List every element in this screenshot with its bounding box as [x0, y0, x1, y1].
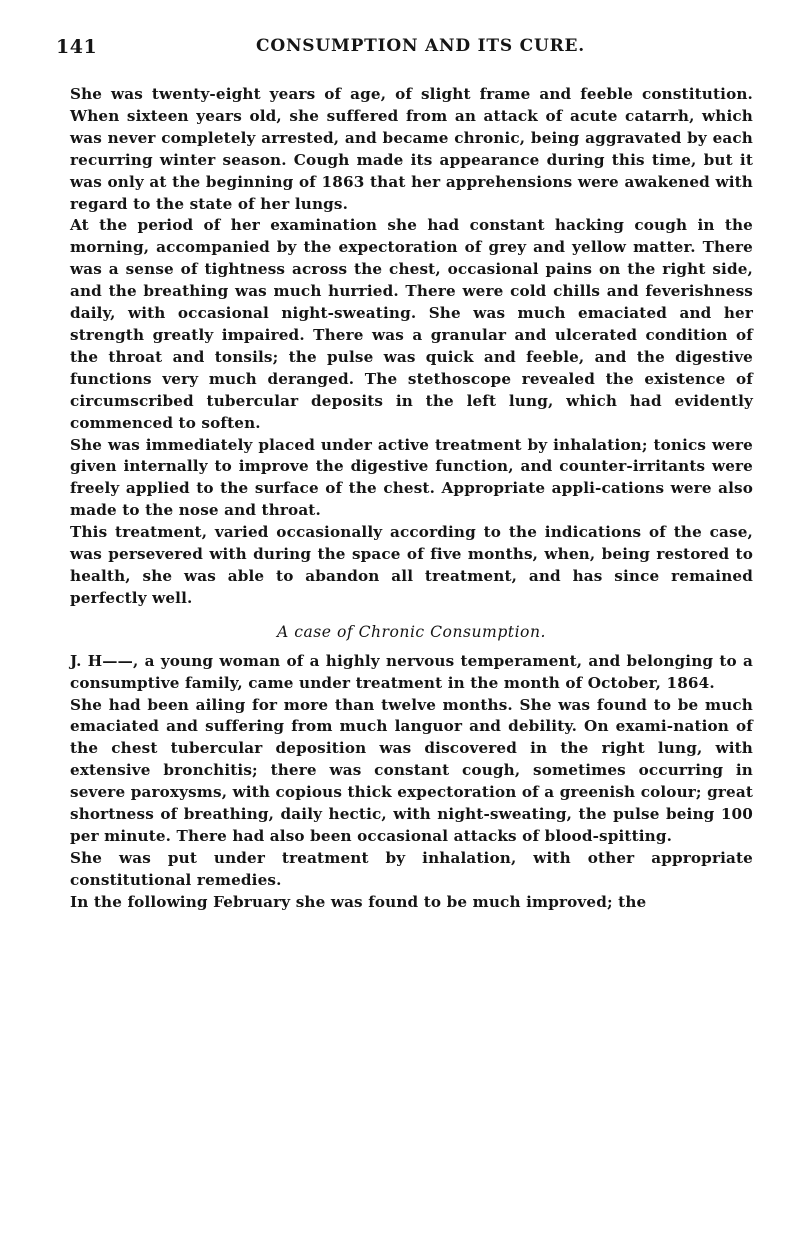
running-title: CONSUMPTION AND ITS CURE.	[256, 36, 585, 56]
running-head	[56, 36, 744, 66]
paragraph: She was immediately placed under active treatment by inhalation; tonics were given internally to improve the digestive function, and counter-irritants were freely applied to the surface of the chest. Appropriate appli-cations were also made to the nose and throat.	[70, 435, 753, 520]
page-number: 141	[56, 36, 98, 58]
paragraph: J. H——, a young woman of a highly nervous temperament, and belonging to a consumptive family, came under treatment in the month of October, 1864.	[70, 651, 753, 692]
paragraph: This treatment, varied occasionally according to the indications of the case, was persevered with during the space of five months, when, being restored to health, she was able to abandon all treatment, and has since remained perfectly well.	[70, 523, 753, 607]
text-body	[70, 84, 753, 914]
paragraph: In the following February she was found to be much improved; the	[70, 892, 647, 911]
paragraph: At the period of her examination she had constant hacking cough in the morning, accompanied by the expectoration of grey and yellow matter. There was a sense of tightness across the chest, occasional pains on the right side, and the breathing was much hurried. There were cold chills and feverishness daily, with occasional night-sweating. She was much emaciated and her strength greatly impaired. There was a granular and ulcerated condition of the throat and tonsils; the pulse was quick and feeble, and the digestive functions very much deranged. The stethoscope revealed the existence of circumscribed tubercular deposits in the left lung, which had evidently commenced to soften.	[70, 216, 753, 432]
paragraph: She was twenty-eight years of age, of slight frame and feeble constitution. When sixteen years old, she suffered from an attack of acute catarrh, which was never completely arrested, and became chronic, being aggravated by each recurring winter season. Cough made its appearance during this time, but it was only at the beginning of 1863 that her apprehensions were awakened with regard to the state of her lungs.	[70, 85, 753, 213]
section-heading: A case of Chronic Consumption.	[277, 622, 546, 641]
paragraph: She had been ailing for more than twelve months. She was found to be much emaciated and suffering from much languor and debility. On exami-nation of the chest tubercular deposition was discovered in the right lung, with extensive bronchitis; there was constant cough, sometimes occurring in severe paroxysms, with copious thick expectoration of a greenish colour; great shortness of breathing, daily hectic, with night-sweating, the pulse being 100 per minute. There had also been occasional attacks of blood-spitting.	[70, 695, 753, 845]
paragraph: She was put under treatment by inhalation, with other appropriate constitutional remedies.	[70, 848, 753, 889]
